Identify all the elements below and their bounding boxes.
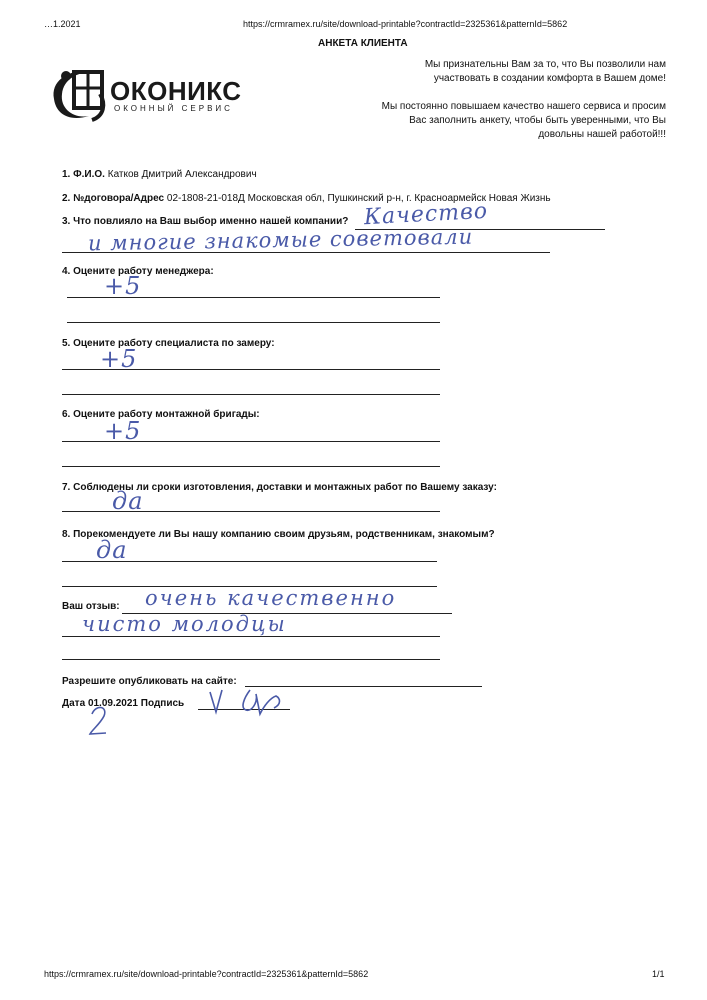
q3-answer-2: и многие знакомые советовали [87, 224, 474, 256]
q7-answer: да [112, 487, 144, 515]
q6-answer: +5 [104, 417, 142, 445]
header-date: …1.2021 [44, 19, 81, 29]
intro-line-2: участвовать в создании комфорта в Вашем доме! [433, 73, 666, 84]
q2-value: 02-1808-21-018Д Московская обл, Пушкинский р-н, г. Красноармейск Новая Жизнь [166, 193, 551, 204]
question-1 [62, 169, 257, 180]
signature-row [62, 698, 184, 709]
company-logo [44, 64, 274, 124]
q3-answer-1: Качество [363, 198, 489, 231]
q6-label: 6. Оцените работу монтажной бригады: [62, 409, 260, 420]
intro-line-4: Вас заполнить анкету, чтобы быть уверенными, что Вы [409, 115, 666, 126]
q8-label: 8. Порекомендуете ли Вы нашу компанию своим друзьям, родственникам, знакомым? [62, 529, 495, 540]
footer-page-number: 1/1 [652, 969, 665, 979]
q2-label: 2. №договора/Адрес [62, 193, 165, 204]
q4-answer: +5 [104, 272, 142, 300]
q5-label: 5. Оцените работу специалиста по замеру: [62, 338, 275, 349]
intro-line-5: довольны нашей работой!!! [538, 129, 666, 140]
q1-label: 1. Ф.И.О. [62, 169, 105, 180]
handwritten-signature [200, 684, 300, 724]
publish-label: Разрешите опубликовать на сайте: [62, 676, 237, 687]
header-url: https://crmramex.ru/site/download-printable?contractId=2325361&patternId=5862 [243, 19, 568, 29]
intro-line-3: Мы постоянно повышаем качество нашего сервиса и просим [381, 101, 666, 112]
footer-url: https://crmramex.ru/site/download-printable?contractId=2325361&patternId=5862 [44, 969, 369, 979]
logo-brand: ОКОНИКС [110, 76, 242, 106]
review-line-2: чисто молодцы [82, 612, 287, 636]
intro-block [330, 58, 666, 142]
logo-tagline: ОКОННЫЙ СЕРВИС [114, 104, 233, 113]
q3-label: 3. Что повлияло на Ваш выбор именно нашей компании? [62, 216, 349, 227]
signature-label: Подпись [140, 698, 185, 709]
page-title: АНКЕТА КЛИЕНТА [318, 38, 408, 49]
date-value: 01.09.2021 [87, 698, 138, 709]
review-line-1: очень качественно [145, 586, 397, 610]
q1-value: Катков Дмитрий Александрович [107, 169, 257, 180]
date-label: Дата [62, 698, 86, 709]
q5-answer: +5 [100, 345, 138, 373]
handwritten-date-correction [86, 700, 116, 740]
review-label: Ваш отзыв: [62, 601, 120, 612]
q8-answer: да [96, 536, 128, 564]
q7-label: 7. Соблюдены ли сроки изготовления, доставки и монтажных работ по Вашему заказу: [62, 482, 497, 493]
intro-line-1: Мы признательны Вам за то, что Вы позволили нам [424, 59, 666, 70]
q4-label: 4. Оцените работу менеджера: [62, 266, 214, 277]
